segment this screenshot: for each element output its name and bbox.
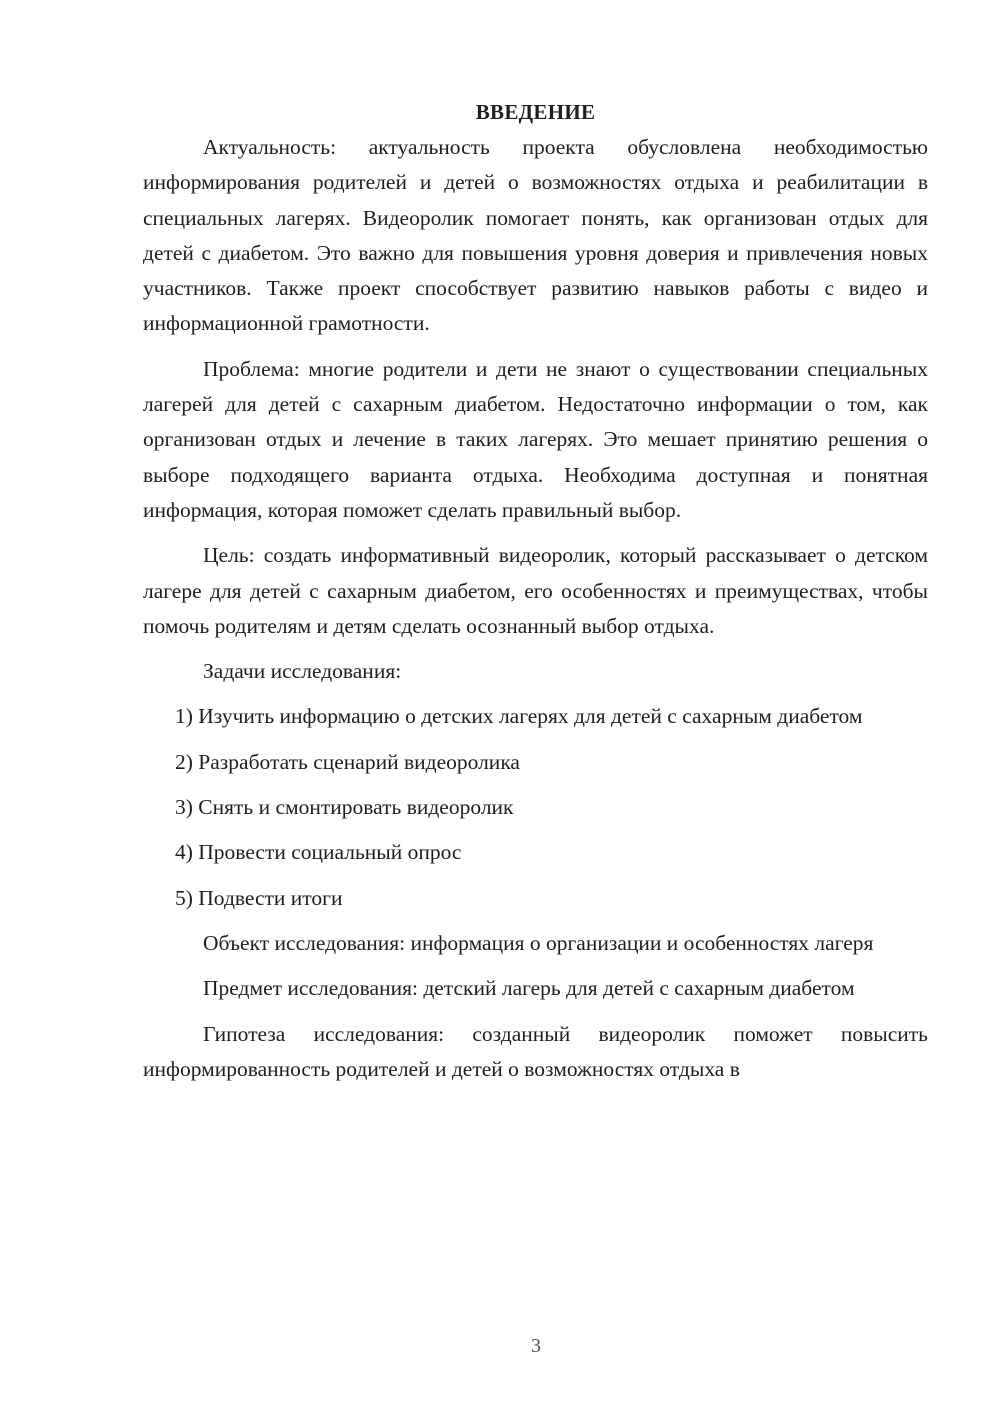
document-page — [143, 95, 928, 1097]
section-title: ВВЕДЕНИЕ — [475, 100, 596, 124]
paragraph-relevance: Актуальность: актуальность проекта обусловлена необходимостью информирования родителей и детей о возможностях отдыха и реабилитации в специальных лагерях. Видеоролик помогает понять, как организован отдых для детей с диабетом. Это важно для повышения уровня доверия и привлечения новых участников. Также проект способствует развитию навыков работы с видео и информационной грамотности. — [143, 135, 928, 336]
paragraph-subject: Предмет исследования: детский лагерь для детей с сахарным диабетом — [203, 976, 855, 1001]
task-item: 5) Подвести итоги — [175, 885, 343, 910]
paragraph-hypothesis: Гипотеза исследования: созданный видеоролик поможет повысить информированность родителей и детей о возможностях отдыха в — [143, 1021, 928, 1081]
task-item: 4) Провести социальный опрос — [175, 840, 462, 865]
task-item: 1) Изучить информацию о детских лагерях для детей с сахарным диабетом — [175, 704, 863, 729]
task-item: 2) Разработать сценарий видеоролика — [175, 749, 520, 774]
task-item: 3) Снять и смонтировать видеоролик — [175, 795, 514, 820]
page-number: 3 — [531, 1335, 541, 1357]
paragraph-object: Объект исследования: информация о организации и особенностях лагеря — [203, 930, 874, 955]
paragraph-problem: Проблема: многие родители и дети не знают о существовании специальных лагерей для детей с сахарным диабетом. Недостаточно информации о том, как организован отдых и лечение в таких лагерях. Это мешает принятию решения о выборе подходящего варианта отдыха. Необходима доступная и понятная информация, которая поможет сделать правильный выбор. — [143, 356, 928, 522]
paragraph-goal: Цель: создать информативный видеоролик, который рассказывает о детском лагере для детей с сахарным диабетом, его особенностях и преимуществах, чтобы помочь родителям и детям сделать осознанный выбор отдыха. — [143, 543, 928, 638]
paragraph-tasks-heading: Задачи исследования: — [203, 659, 402, 684]
